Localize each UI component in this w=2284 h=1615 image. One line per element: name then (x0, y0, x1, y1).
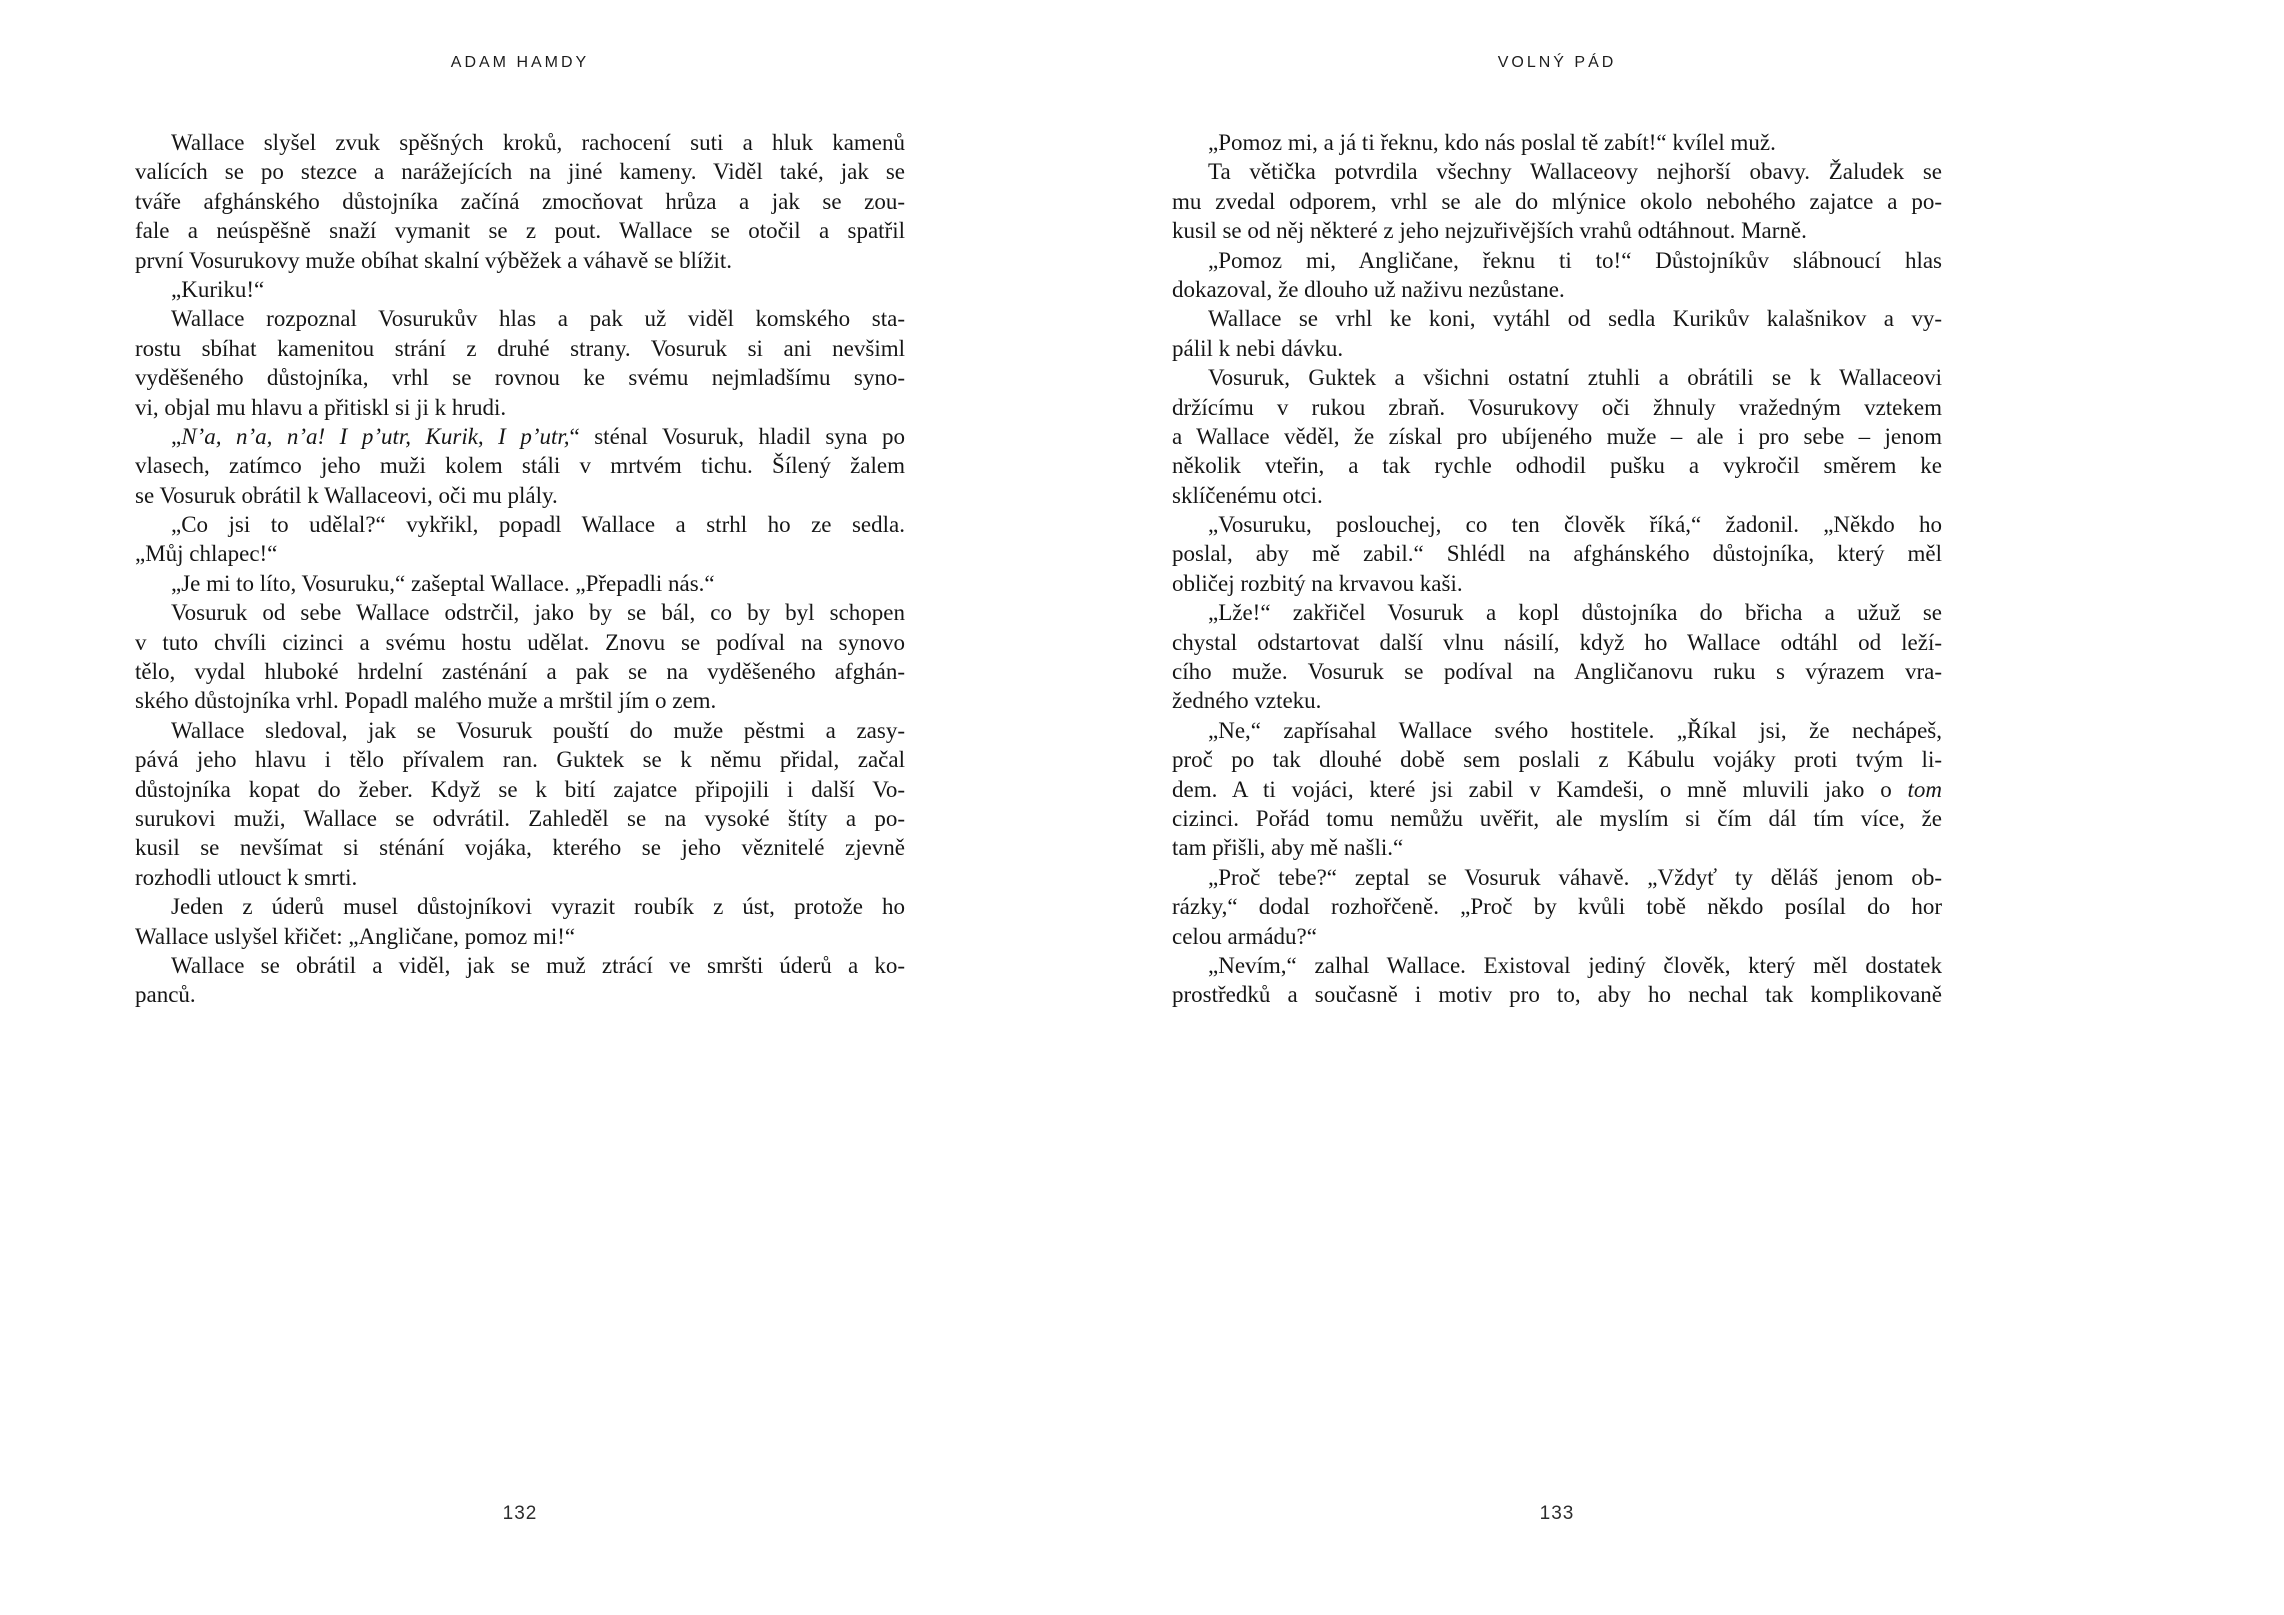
text-segment: důstojníka kopat do žeber. Když se k bití zajatce připojili i další Vo- (135, 776, 905, 802)
text-line (135, 569, 905, 598)
text-line (135, 745, 905, 774)
text-segment: „Pomoz mi, Angličane, řeknu ti to!“ Důstojníkův slábnoucí hlas (1208, 247, 1942, 273)
text-segment: Wallace sledoval, jak se Vosuruk pouští do muže pěstmi a zasy- (171, 717, 905, 743)
text-segment: pává jeho hlavu i tělo přívalem ran. Guktek se k němu přidal, začal (135, 747, 905, 773)
text-segment: v tuto chvíli cizinci a svému hostu udělat. Znovu se podíval na synovo (135, 629, 905, 655)
text-segment: „Můj chlapec!“ (135, 541, 278, 567)
text-line (1172, 922, 1942, 951)
text-line (1172, 598, 1942, 627)
text-line (1172, 657, 1942, 686)
text-line (1172, 569, 1942, 598)
text-line (135, 334, 905, 363)
text-line (1172, 892, 1942, 921)
running-header-right: VOLNÝ PÁD (1497, 54, 1617, 71)
text-segment: žedného vzteku. (1172, 688, 1322, 714)
text-segment: se Vosuruk obrátil k Wallaceovi, oči mu plály. (135, 482, 558, 508)
text-segment: Wallace rozpoznal Vosurukův hlas a pak už viděl komského sta- (171, 306, 905, 332)
page-number-right: 133 (1539, 1503, 1575, 1524)
text-segment: sklíčenému otci. (1172, 482, 1323, 508)
text-line (135, 422, 905, 451)
text-segment: surukovi muži, Wallace se odvrátil. Zahleděl se na vysoké štíty a po- (135, 805, 905, 831)
text-line (1172, 863, 1942, 892)
text-segment: prostředků a současně i motiv pro to, aby ho nechal tak komplikovaně (1172, 982, 1942, 1008)
text-line (1172, 716, 1942, 745)
text-line (135, 863, 905, 892)
text-segment: Wallace uslyšel křičet: „Angličane, pomoz mi!“ (135, 923, 576, 949)
text-line (1172, 980, 1942, 1009)
text-line (1172, 686, 1942, 715)
text-line (1172, 951, 1942, 980)
running-header-left: ADAM HAMDY (450, 54, 590, 71)
text-segment: rozhodli utlouct k smrti. (135, 864, 358, 890)
text-segment: vyděšeného důstojníka, vrhl se rovnou ke svému nejmladšímu syno- (135, 365, 905, 391)
text-segment: kusil se nevšímat si sténání vojáka, kterého se jeho věznitelé zjevně (135, 835, 905, 861)
text-line (1172, 128, 1942, 157)
text-line (135, 686, 905, 715)
text-segment: první Vosurukovy muže obíhat skalní výběžek a váhavě se blížit. (135, 247, 733, 273)
text-line (135, 216, 905, 245)
text-line (1172, 304, 1942, 333)
text-segment-italic: N’a, n’a, n’a! I p’utr, Kurik, I p’utr, (181, 423, 570, 449)
text-segment: několik vteřin, a tak rychle odhodil pušku a vykročil směrem ke (1172, 453, 1942, 479)
text-segment: „Vosuruku, poslouchej, co ten člověk říká,“ žadonil. „Někdo ho (1208, 512, 1942, 538)
page-body-text-right (1172, 128, 1942, 1010)
text-segment: mu zvedal odporem, vrhl se ale do mlýnice okolo nebohého zajatce a po- (1172, 188, 1942, 214)
text-segment: dem. A ti vojáci, které jsi zabil v Kamdeši, o mně mluvili jako o (1172, 776, 1908, 802)
text-segment: cího muže. Vosuruk se podíval na Angličanovu ruku s výrazem vra- (1172, 659, 1942, 685)
text-line (135, 128, 905, 157)
text-line (135, 628, 905, 657)
text-segment: „Je mi to líto, Vosuruku,“ zašeptal Wallace. „Přepadli nás.“ (171, 570, 715, 596)
text-segment: „Proč tebe?“ zeptal se Vosuruk váhavě. „Vždyť ty děláš jenom ob- (1208, 864, 1942, 890)
text-segment: proč po tak dlouhé době sem poslali z Kábulu vojáky proti tvým li- (1172, 747, 1942, 773)
text-line (1172, 451, 1942, 480)
text-line (135, 539, 905, 568)
text-segment: dokazoval, že dlouho už naživu nezůstane. (1172, 276, 1565, 302)
text-segment: rázky,“ dodal rozhořčeně. „Proč by kvůli tobě někdo posílal do hor (1172, 894, 1942, 920)
text-segment: Wallace se obrátil a viděl, jak se muž ztrácí ve smršti úderů a ko- (171, 952, 905, 978)
text-segment: „Pomoz mi, a já ti řeknu, kdo nás poslal tě zabít!“ kvílel muž. (1208, 130, 1776, 155)
text-line (1172, 216, 1942, 245)
text-segment: obličej rozbitý na krvavou kaši. (1172, 570, 1463, 596)
text-line (1172, 833, 1942, 862)
text-segment: Jeden z úderů musel důstojníkovi vyrazit roubík z úst, protože ho (171, 894, 905, 920)
text-segment: rostu sbíhat kamenitou strání z druhé strany. Vosuruk si ani nevšiml (135, 335, 905, 361)
page-number-left: 132 (502, 1503, 538, 1524)
text-segment: Vosuruk od sebe Wallace odstrčil, jako by se bál, co by byl schopen (171, 600, 905, 626)
text-segment: „ (171, 423, 182, 449)
text-line (1172, 393, 1942, 422)
text-line (135, 481, 905, 510)
text-segment: tváře afghánského důstojníka začíná zmocňovat hrůza a jak se zou- (135, 188, 905, 214)
text-line (1172, 804, 1942, 833)
text-line (135, 246, 905, 275)
text-line (135, 393, 905, 422)
text-segment: kusil se od něj některé z jeho nejzuřivějších vrahů odtáhnout. Marně. (1172, 218, 1807, 244)
text-segment: ského důstojníka vrhl. Popadl malého muže a mrštil jím o zem. (135, 688, 717, 714)
text-line (135, 157, 905, 186)
text-segment: Vosuruk, Guktek a všichni ostatní ztuhli a obrátili se k Wallaceovi (1208, 365, 1942, 391)
page-body-text-left (135, 128, 905, 1010)
text-line (135, 951, 905, 980)
text-segment: pálil k nebi dávku. (1172, 335, 1344, 361)
text-line (135, 187, 905, 216)
text-segment: valících se po stezce a narážejících na jiné kameny. Viděl také, jak se (135, 159, 905, 185)
text-line (135, 804, 905, 833)
text-line (135, 363, 905, 392)
text-line (135, 275, 905, 304)
text-segment: držícímu v rukou zbraň. Vosurukovy oči žhnuly vražedným vztekem (1172, 394, 1942, 420)
text-line (1172, 481, 1942, 510)
text-line (1172, 246, 1942, 275)
text-line (135, 892, 905, 921)
text-segment: “ sténal Vosuruk, hladil syna po (569, 423, 905, 449)
text-line (1172, 157, 1942, 186)
text-line (135, 833, 905, 862)
text-segment: fale a neúspěšně snaží vymanit se z pout. Wallace se otočil a spatřil (135, 218, 905, 244)
text-segment-italic: tom (1907, 776, 1942, 802)
text-line (1172, 775, 1942, 804)
text-line (1172, 422, 1942, 451)
text-segment: vi, objal mu hlavu a přitiskl si ji k hrudi. (135, 394, 507, 420)
text-segment: „Co jsi to udělal?“ vykřikl, popadl Wallace a strhl ho ze sedla. (171, 512, 905, 538)
text-segment: „Kuriku!“ (171, 276, 265, 302)
text-line (1172, 334, 1942, 363)
text-line (1172, 275, 1942, 304)
text-line (135, 922, 905, 951)
text-line (135, 510, 905, 539)
text-segment: celou armádu?“ (1172, 923, 1317, 949)
text-line (135, 451, 905, 480)
text-line (135, 716, 905, 745)
text-segment: tam přišli, aby mě našli.“ (1172, 835, 1404, 861)
text-line (1172, 187, 1942, 216)
text-segment: Ta větička potvrdila všechny Wallaceovy nejhorší obavy. Žaludek se (1208, 159, 1942, 185)
text-segment: poslal, aby mě zabil.“ Shlédl na afghánského důstojníka, který měl (1172, 541, 1942, 567)
text-segment: panců. (135, 982, 196, 1008)
text-line (1172, 628, 1942, 657)
text-segment: Wallace se vrhl ke koni, vytáhl od sedla Kurikův kalašnikov a vy- (1208, 306, 1942, 332)
text-segment: tělo, vydal hluboké hrdelní zasténání a pak se na vyděšeného afghán- (135, 659, 905, 685)
text-segment: a Wallace věděl, že získal pro ubíjeného muže – ale i pro sebe – jenom (1172, 423, 1942, 449)
text-segment: vlasech, zatímco jeho muži kolem stáli v mrtvém tichu. Šílený žalem (135, 453, 905, 479)
text-line (135, 304, 905, 333)
text-line (1172, 745, 1942, 774)
text-segment: „Ne,“ zapřísahal Wallace svého hostitele. „Říkal jsi, že nechápeš, (1208, 717, 1942, 743)
text-segment: „Lže!“ zakřičel Vosuruk a kopl důstojníka do břicha a užuž se (1208, 600, 1942, 626)
text-line (135, 598, 905, 627)
text-segment: cizinci. Pořád tomu nemůžu uvěřit, ale myslím si čím dál tím více, že (1172, 805, 1942, 831)
text-line (1172, 510, 1942, 539)
text-segment: Wallace slyšel zvuk spěšných kroků, rachocení suti a hluk kamenů (171, 130, 905, 155)
text-segment: „Nevím,“ zalhal Wallace. Existoval jediný člověk, který měl dostatek (1208, 952, 1942, 978)
text-line (1172, 363, 1942, 392)
text-line (135, 980, 905, 1009)
text-segment: chystal odstartovat další vlnu násilí, když ho Wallace odtáhl od leží- (1172, 629, 1942, 655)
text-line (1172, 539, 1942, 568)
text-line (135, 657, 905, 686)
text-line (135, 775, 905, 804)
